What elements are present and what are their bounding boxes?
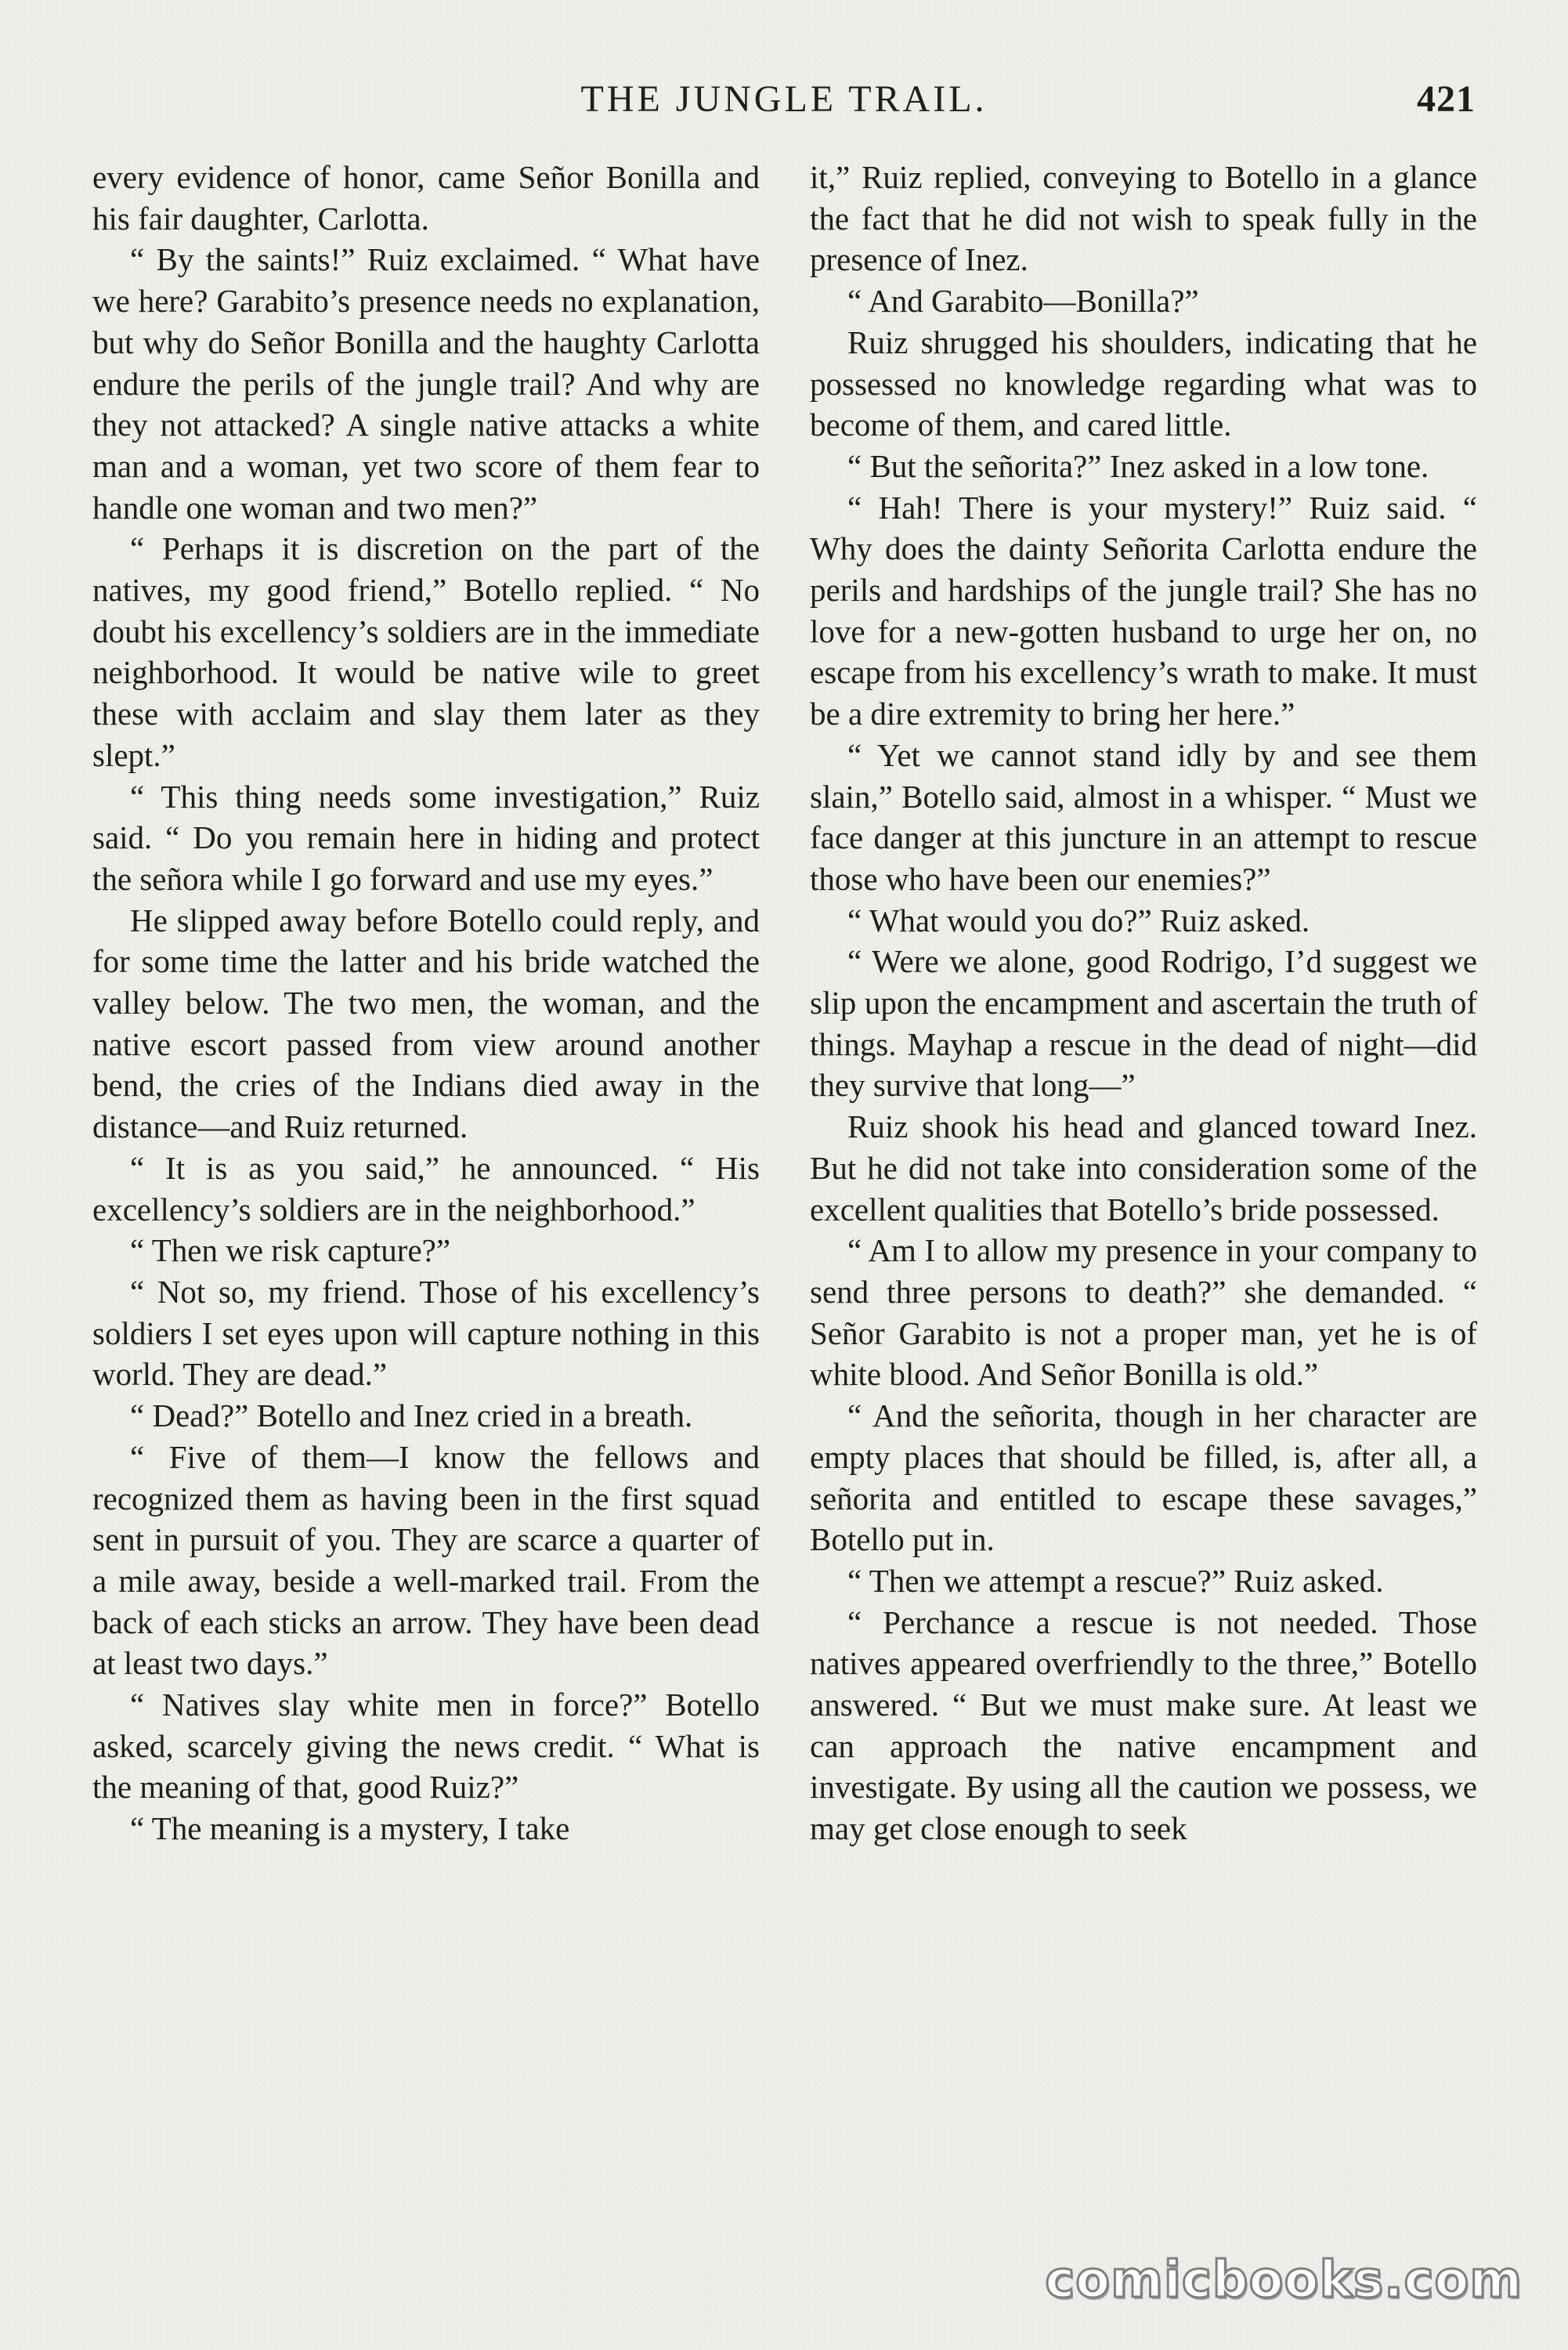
paragraph: “ Then we attempt a rescue?” Ruiz asked. xyxy=(847,1562,1384,1599)
left-column xyxy=(92,157,760,1849)
paragraph: “ And the señorita, though in her character are empty places that should be filled, is, after all, a señorita and entitled to escape these savages,” Botello put in. xyxy=(810,1397,1477,1558)
text-columns xyxy=(92,157,1477,1849)
paragraph: “ Were we alone, good Rodrigo, I’d suggest we slip upon the encampment and ascertain the truth of things. Mayhap a rescue in the dead of night—did they survive that long—” xyxy=(810,943,1477,1104)
paragraph: “ Perchance a rescue is not needed. Those natives appeared overfriendly to the three,” Botello answered. “ But we must make sure. At least we can approach the native encampment and investigate. By using all the caution we possess, we may get close enough to seek xyxy=(810,1603,1477,1847)
paragraph: “ This thing needs some investigation,” Ruiz said. “ Do you remain here in hiding and protect the señora while I go forward and use my eyes.” xyxy=(92,778,760,897)
paragraph: “ Dead?” Botello and Inez cried in a breath. xyxy=(130,1397,693,1434)
paragraph: it,” Ruiz replied, conveying to Botello in a glance the fact that he did not wish to speak fully in the presence of Inez. xyxy=(810,159,1477,278)
paragraph: “ Not so, my friend. Those of his excellency’s soldiers I set eyes upon will capture nothing in this world. They are dead.” xyxy=(92,1273,760,1393)
watermark-logo: comicbooks.com xyxy=(1045,2251,1523,2309)
paragraph: “ The meaning is a mystery, I take xyxy=(130,1810,570,1847)
paragraph: Ruiz shrugged his shoulders, indicating that he possessed no knowledge regarding what was to become of them, and cared little. xyxy=(810,324,1477,443)
paragraph: “ Then we risk capture?” xyxy=(130,1232,451,1269)
paragraph: “ Natives slay white men in force?” Botello asked, scarcely giving the news credit. “ What is the meaning of that, good Ruiz?” xyxy=(92,1687,760,1806)
running-title: THE JUNGLE TRAIL. xyxy=(580,78,988,120)
paragraph: “ But the señorita?” Inez asked in a low tone. xyxy=(847,447,1429,484)
page-header xyxy=(92,72,1476,127)
paragraph: every evidence of honor, came Señor Bonilla and his fair daughter, Carlotta. xyxy=(92,159,760,237)
paragraph: “ It is as you said,” he announced. “ His excellency’s soldiers are in the neighborhood.” xyxy=(92,1149,760,1227)
paragraph: He slipped away before Botello could reply, and for some time the latter and his bride watched the valley below. The two men, the woman, and the native escort passed from view around another bend, the cries of the Indians died away in the distance—and Ruiz returned. xyxy=(92,902,760,1145)
paragraph: “ By the saints!” Ruiz exclaimed. “ What have we here? Garabito’s presence needs no explanation, but why do Señor Bonilla and the haughty Carlotta endure the perils of the jungle trail? And why are they not attacked? A single native attacks a white man and a woman, yet two score of them fear to handle one woman and two men?” xyxy=(92,241,760,526)
paragraph: “ Am I to allow my presence in your company to send three persons to death?” she demanded. “ Señor Garabito is not a proper man, yet he is of white blood. And Señor Bonilla is old.” xyxy=(810,1232,1477,1393)
paragraph: “ Perhaps it is discretion on the part of the natives, my good friend,” Botello replied. “ No doubt his excellency’s soldiers are in the immediate neighborhood. It would be native wile to greet these with acclaim and slay them later as they slept.” xyxy=(92,530,760,773)
paragraph: “ Five of them—I know the fellows and recognized them as having been in the first squad sent in pursuit of you. They are scarce a quarter of a mile away, beside a well-marked trail. From the back of each sticks an arrow. They have been dead at least two days.” xyxy=(92,1438,760,1682)
paragraph: “ Hah! There is your mystery!” Ruiz said. “ Why does the dainty Señorita Carlotta endure the perils and hardships of the jungle trail? She has no love for a new-gotten husband to urge her on, no escape from his excellency’s wrath to make. It must be a dire extremity to bring her here.” xyxy=(810,489,1477,732)
right-column xyxy=(810,157,1477,1849)
page-number: 421 xyxy=(1417,78,1476,120)
paragraph: “ Yet we cannot stand idly by and see them slain,” Botello said, almost in a whisper. “ Must we face danger at this juncture in an attempt to rescue those who have been our enemies?” xyxy=(810,736,1477,897)
paragraph: “ What would you do?” Ruiz asked. xyxy=(847,902,1310,938)
paragraph: “ And Garabito—Bonilla?” xyxy=(847,283,1199,320)
paragraph: Ruiz shook his head and glanced toward Inez. But he did not take into consideration some of the excellent qualities that Botello’s bride possessed. xyxy=(810,1108,1477,1227)
